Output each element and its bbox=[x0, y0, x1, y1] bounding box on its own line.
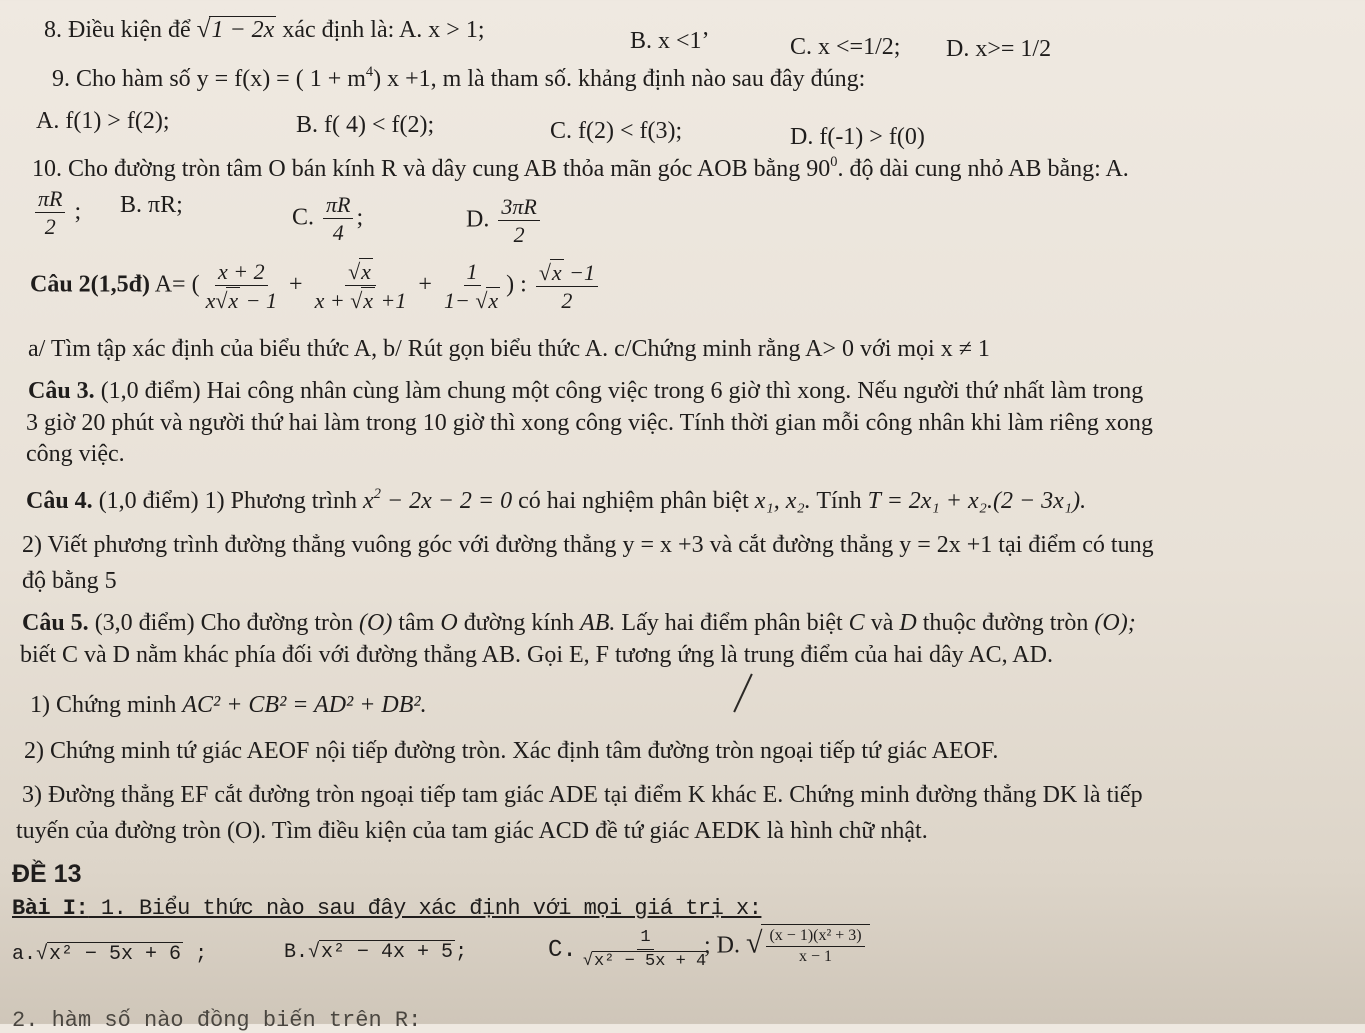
fraction-numerator: √x −1 bbox=[536, 259, 598, 287]
q9-stem-b: ) x +1, m là tham số. khảng định nào sau đây đúng: bbox=[373, 66, 866, 93]
cau3-line-2: 3 giờ 20 phút và người thứ hai làm trong 10 giờ thì xong công việc. Tính thời gian mỗi công nhân khi làm riêng xong bbox=[26, 410, 1153, 436]
separator: ; bbox=[356, 204, 364, 231]
q8-tail: xác định là: A. x > 1; bbox=[282, 17, 485, 43]
fraction-numerator: 3πR bbox=[498, 194, 539, 221]
cau5-text: đường kính bbox=[463, 610, 575, 636]
cau3-line-1 bbox=[28, 378, 1143, 406]
cau2-parts: a/ Tìm tập xác định của biểu thức A, b/ Rút gọn biểu thức A. c/Chứng minh rằng A> 0 với mọi x ≠ 1 bbox=[28, 336, 990, 362]
option-label: C. bbox=[292, 204, 315, 231]
cau4-text: (1,0 điểm) 1) Phương trình bbox=[98, 488, 358, 515]
den-part: x + bbox=[314, 288, 351, 314]
option-label: ; D. bbox=[704, 932, 740, 959]
q10-a-fraction bbox=[35, 186, 65, 240]
radicand: x bbox=[363, 288, 374, 314]
q8-option-d: D. x>= 1/2 bbox=[946, 36, 1052, 62]
q10-c-fraction bbox=[323, 192, 353, 246]
fraction-denominator: 4 bbox=[332, 220, 344, 246]
question-10 bbox=[32, 154, 1129, 184]
de13-d-fraction bbox=[766, 927, 864, 967]
cau5-text: tâm bbox=[398, 610, 435, 636]
den-part: +1 bbox=[375, 288, 407, 314]
cau5-part-3-line-1: 3) Đường thẳng EF cắt đường tròn ngoại tiếp tam giác ADE tại điểm K khác E. Chứng minh đường thẳng DK là tiếp bbox=[22, 782, 1143, 808]
bai1-text: 1. Biểu thức nào sau đây xác định với mọi giá trị x: bbox=[88, 896, 762, 921]
cau5-label: Câu 5. bbox=[22, 610, 89, 636]
separator: ; bbox=[74, 198, 82, 225]
cau5-text: và bbox=[870, 610, 894, 636]
cau2-fraction-2 bbox=[312, 258, 410, 314]
cau5-part-3-line-2: tuyến của đường tròn (O). Tìm điều kiện của tam giác ACD đề tứ giác AEDK là hình chữ nhật. bbox=[16, 818, 928, 844]
fraction-numerator: 1 bbox=[637, 928, 653, 950]
cut-off-line: 2. hàm số nào đồng biến trên R: bbox=[12, 1008, 422, 1033]
cau5-text: (3,0 điểm) Cho đường tròn bbox=[94, 610, 354, 636]
option-label: a. bbox=[12, 943, 37, 966]
den-part: − 1 bbox=[240, 287, 278, 313]
bai1-label: Bài I: bbox=[12, 896, 89, 921]
cau5-intro-2: biết C và D nằm khác phía đối với đường thẳng AB. Gọi E, F tương ứng là trung điểm của hai dây AC, AD. bbox=[20, 642, 1053, 668]
cau5-symbol: D bbox=[899, 610, 917, 636]
cau5-symbol: (O) bbox=[359, 610, 393, 636]
de13-option-a: a.√x² − 5x + 6 ; bbox=[12, 943, 208, 966]
q10-option-d bbox=[466, 194, 543, 248]
den-part: 1− bbox=[443, 287, 476, 313]
fraction-denominator: x − 1 bbox=[799, 948, 833, 966]
fraction-denominator: √x² − 5x + 4 bbox=[582, 951, 707, 971]
option-label: D. bbox=[466, 206, 490, 233]
cau3-text: (1,0 điểm) Hai công nhân cùng làm chung một công việc trong 6 giờ thì xong. Nếu người thứ nhất làm trong bbox=[100, 378, 1144, 404]
radicand: x² − 5x + 4 bbox=[594, 951, 707, 971]
radicand: x bbox=[551, 259, 562, 285]
radicand: x² − 4x + 5 bbox=[321, 941, 454, 964]
cau5-p1-expression: AC² + CB² = AD² + DB². bbox=[182, 692, 427, 718]
cau2-fraction-1 bbox=[203, 259, 280, 314]
expr-open: A= ( bbox=[154, 271, 200, 298]
sqrt-symbol: √ bbox=[196, 16, 211, 43]
pen-mark bbox=[733, 674, 753, 713]
q9-option-d: D. f(-1) > f(0) bbox=[790, 124, 925, 150]
fraction-numerator: πR bbox=[35, 186, 65, 213]
fraction-numerator: 1 bbox=[464, 259, 481, 286]
q9-option-a: A. f(1) > f(2); bbox=[36, 108, 170, 134]
separator: ; bbox=[195, 943, 208, 966]
q10-d-fraction bbox=[498, 194, 539, 248]
q10-option-b: B. πR; bbox=[120, 192, 183, 218]
cau4-roots: x₁, x₂. bbox=[754, 488, 811, 515]
eq-exponent: 2 bbox=[373, 486, 381, 502]
fraction-numerator: x + 2 bbox=[215, 259, 268, 286]
q10-option-a bbox=[32, 186, 81, 240]
fraction-numerator: √x bbox=[345, 258, 376, 286]
expr-close: ) : bbox=[506, 271, 527, 298]
cau2-expression bbox=[30, 258, 601, 314]
plus-sign: + bbox=[289, 271, 303, 298]
cau5-intro-1 bbox=[22, 610, 1136, 638]
eq-part: − 2x − 2 = 0 bbox=[380, 488, 513, 515]
cau2-label: Câu 2(1,5đ) bbox=[30, 271, 151, 298]
cau4-part-2-line-1: 2) Viết phương trình đường thẳng vuông góc với đường thẳng y = x +3 và cắt đường thẳng y = 2x +1 tại điểm có tung bbox=[22, 532, 1154, 558]
fraction-denominator: 2 bbox=[44, 214, 56, 240]
fraction-denominator: x√x − 1 bbox=[205, 287, 278, 313]
q10-degree: 0 bbox=[830, 154, 838, 170]
den-part: x bbox=[205, 287, 216, 313]
question-9 bbox=[52, 64, 865, 94]
cau4-equation bbox=[363, 488, 512, 514]
cau5-part-2: 2) Chứng minh tứ giác AEOF nội tiếp đường tròn. Xác định tâm đường tròn ngoại tiếp tứ giác AEOF. bbox=[24, 738, 999, 764]
q10-stem-a: 10. Cho đường tròn tâm O bán kính R và dây cung AB thỏa mãn góc AOB bằng 90 bbox=[32, 156, 831, 183]
q8-option-c: C. x <=1/2; bbox=[790, 34, 901, 60]
eq-part: x bbox=[363, 488, 374, 515]
cau5-symbol: AB. bbox=[580, 610, 616, 636]
cau5-part-1 bbox=[30, 692, 427, 720]
cau5-text: Lấy hai điểm phân biệt bbox=[621, 610, 843, 636]
cau4-T-expression: T = 2x₁ + x₂.(2 − 3x₁). bbox=[867, 488, 1087, 515]
radicand: x bbox=[488, 287, 499, 313]
de13-option-d: ; D. √ $\frac{\text{(x − 1)(x² + 3)}}{x - 1}$ bbox=[704, 924, 870, 967]
cau4-label: Câu 4. bbox=[26, 488, 93, 515]
radicand: x² − 5x + 6 bbox=[49, 943, 182, 966]
fraction-denominator: 2 bbox=[513, 222, 525, 248]
fraction-numerator: πR bbox=[323, 192, 353, 219]
de13-title: ĐỀ 13 bbox=[12, 860, 82, 888]
plus-sign: + bbox=[418, 271, 432, 298]
cau3-label: Câu 3. bbox=[28, 378, 95, 404]
cau5-text: 1) Chứng minh bbox=[30, 692, 177, 718]
q8-stem: 8. Điều kiện để bbox=[44, 17, 191, 43]
radicand: x bbox=[361, 259, 371, 284]
q8-radicand: 1 − 2x bbox=[211, 17, 275, 43]
bai1-line bbox=[12, 896, 761, 921]
cau2-fraction-4 bbox=[536, 259, 598, 314]
cau5-text: thuộc đường tròn bbox=[922, 610, 1089, 636]
q10-option-c bbox=[292, 192, 363, 246]
cau3-line-3: công việc. bbox=[26, 441, 125, 467]
radicand: x bbox=[228, 287, 239, 313]
cau4-text: có hai nghiệm phân biệt bbox=[518, 488, 749, 515]
cau5-symbol: C bbox=[848, 610, 865, 636]
de13-c-fraction bbox=[580, 928, 711, 971]
fraction-denominator: 1− √x bbox=[443, 287, 499, 313]
cau4-text: Tính bbox=[816, 488, 862, 515]
cau4-part-1 bbox=[26, 486, 1086, 516]
q9-option-c: C. f(2) < f(3); bbox=[550, 118, 683, 144]
q9-stem-a: 9. Cho hàm số y = f(x) = ( 1 + m bbox=[52, 66, 366, 93]
cau5-symbol: O bbox=[440, 610, 458, 636]
question-8 bbox=[44, 16, 484, 45]
cau2-fraction-3 bbox=[441, 259, 503, 314]
de13-option-c bbox=[548, 928, 714, 971]
num-part: −1 bbox=[563, 259, 596, 285]
fraction-numerator: (x − 1)(x² + 3) bbox=[766, 927, 864, 947]
q9-option-b: B. f( 4) < f(2); bbox=[296, 112, 435, 138]
cau4-part-2-line-2: độ bằng 5 bbox=[22, 568, 117, 594]
q10-stem-b: . độ dài cung nhỏ AB bằng: A. bbox=[837, 156, 1129, 183]
option-label: C. bbox=[548, 936, 577, 964]
separator: ; bbox=[455, 941, 468, 964]
fraction-denominator: x + √x +1 bbox=[314, 288, 407, 314]
fraction-denominator: 2 bbox=[561, 287, 573, 313]
q8-option-b: B. x <1’ bbox=[630, 28, 710, 54]
option-label: B. bbox=[284, 941, 309, 964]
cau5-symbol: (O); bbox=[1094, 610, 1136, 636]
de13-d-radicand bbox=[761, 924, 869, 967]
de13-option-b: B.√x² − 4x + 5 ; bbox=[284, 941, 468, 964]
q9-exponent: 4 bbox=[365, 64, 374, 80]
